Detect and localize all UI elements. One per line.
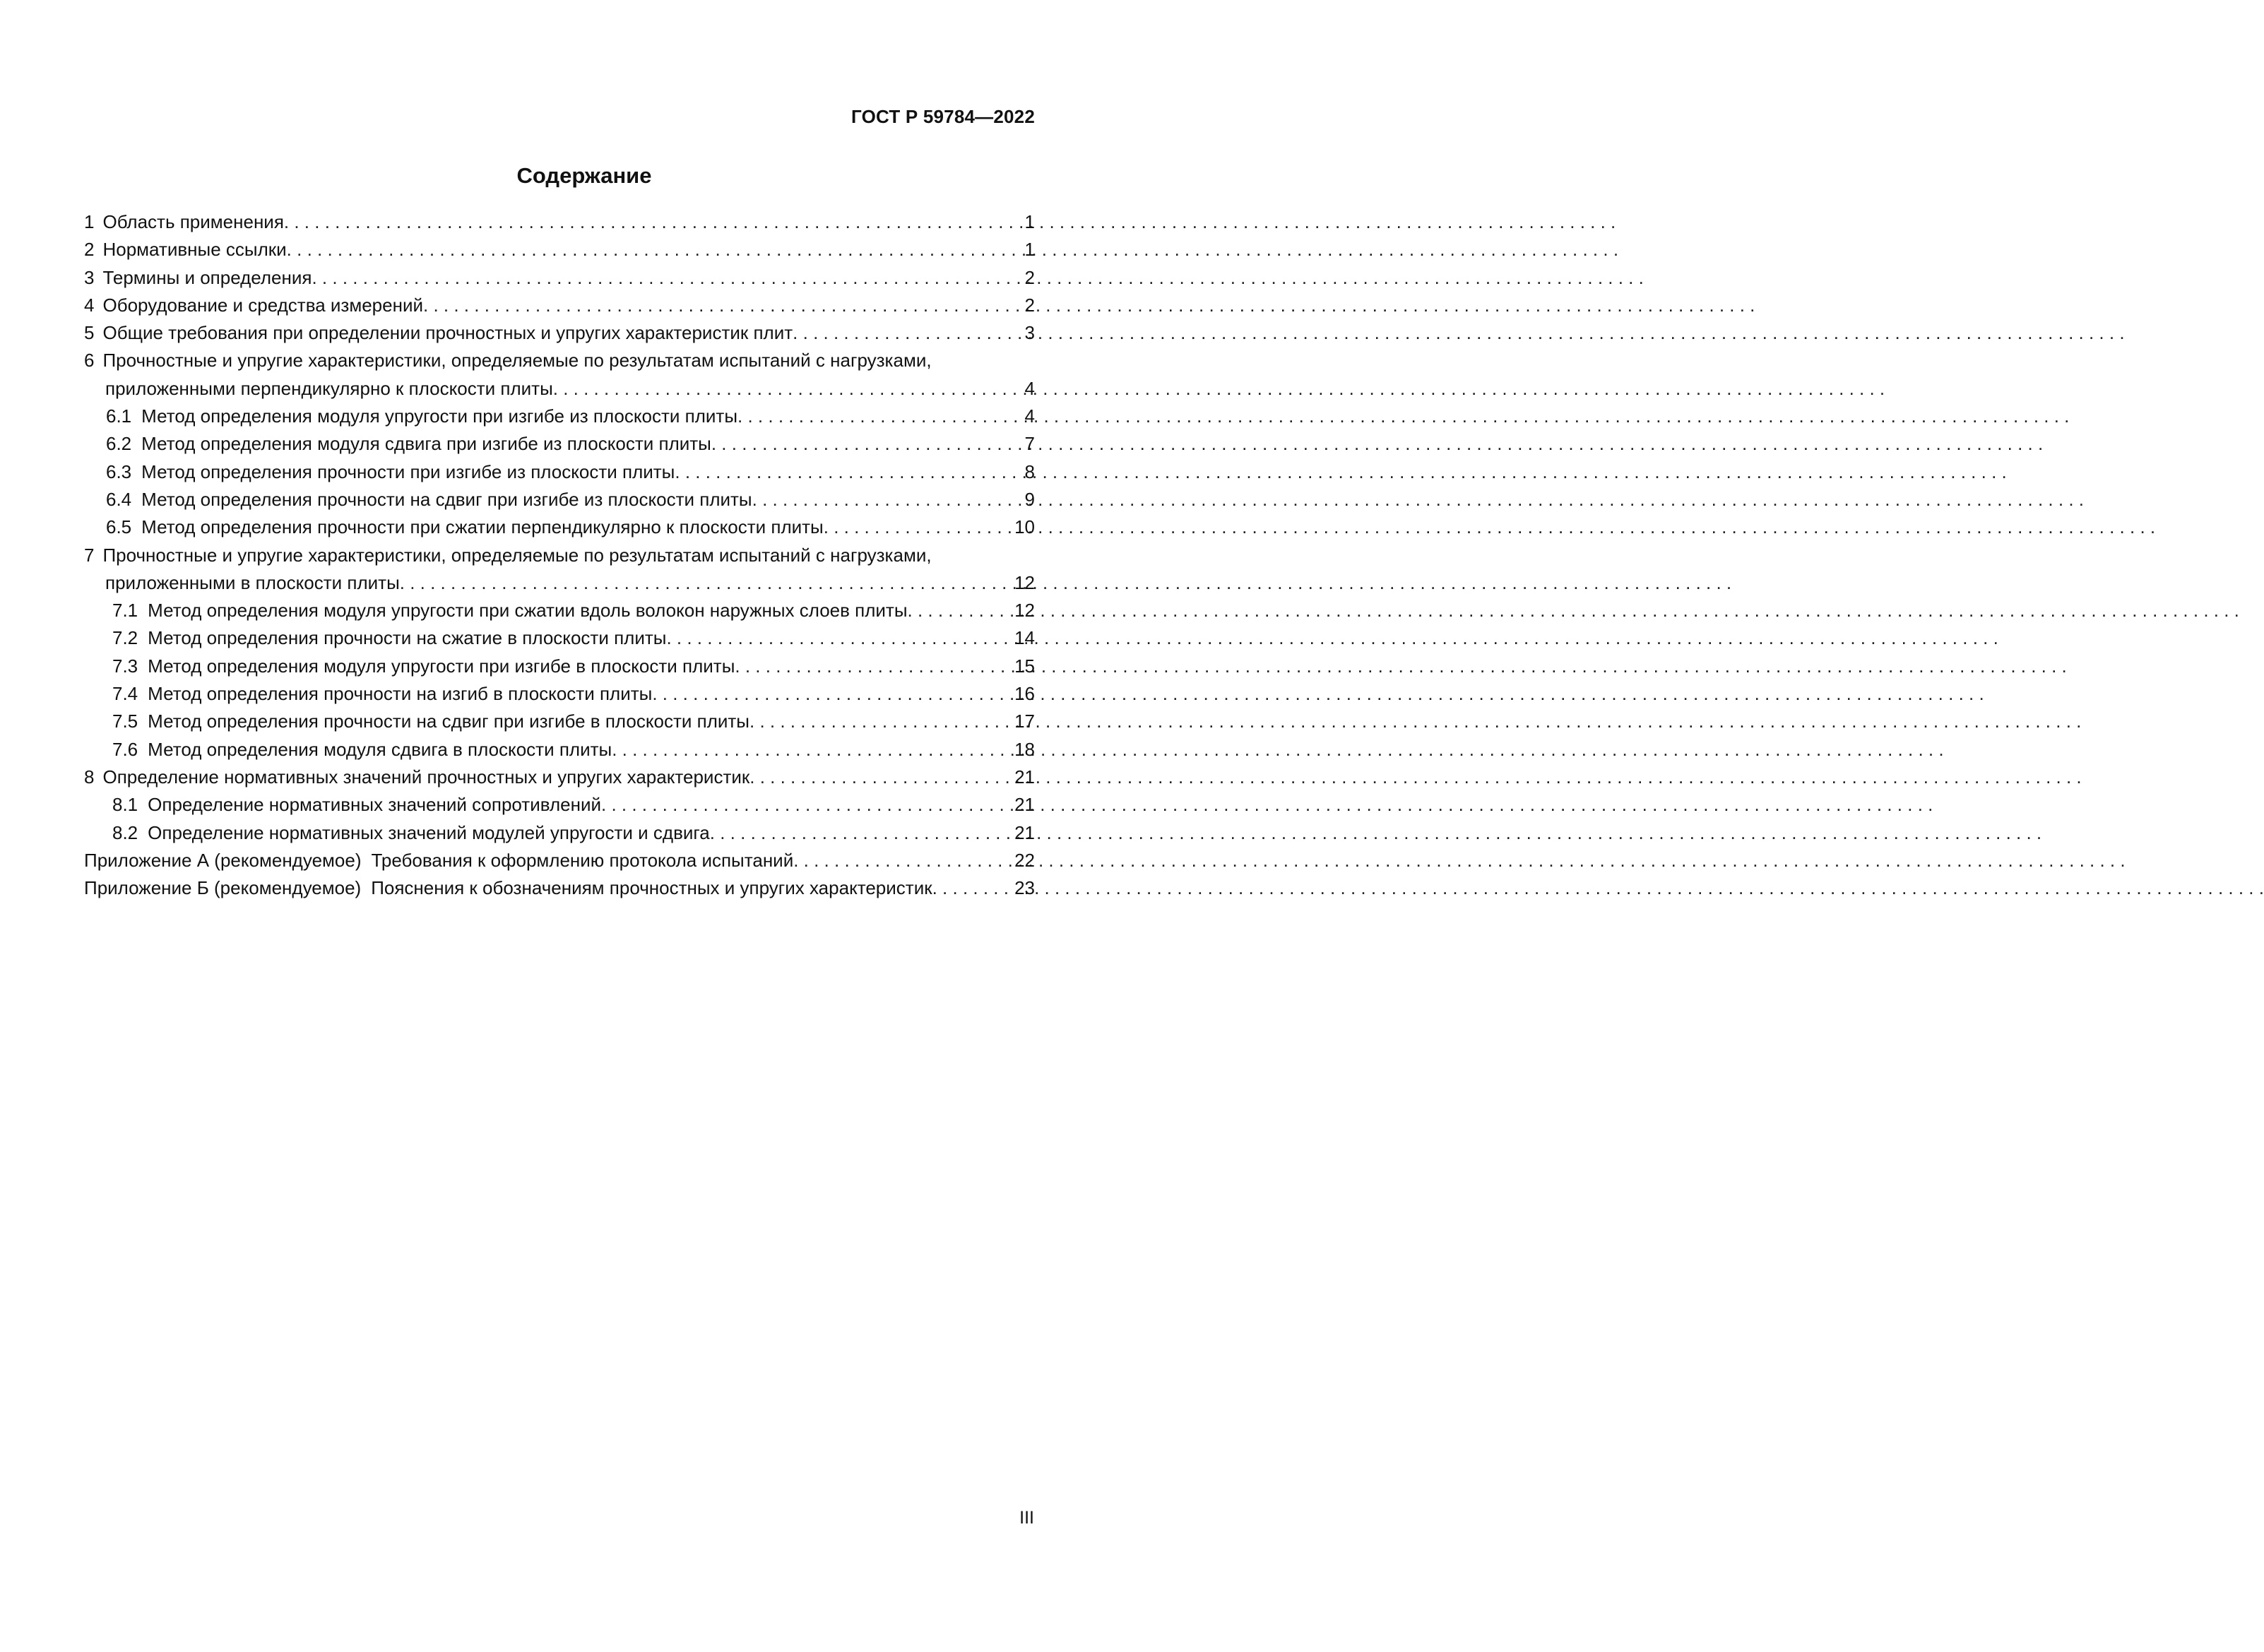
toc-entry-page: 9 xyxy=(1024,488,1035,510)
toc-entry-title: Определение нормативных значений сопротивлений xyxy=(148,794,601,816)
toc-entry-7-2[interactable] xyxy=(84,624,1035,652)
toc-entry-page: 17 xyxy=(1014,711,1035,732)
toc-entry-title: Метод определения модуля упругости при изгибе в плоскости плиты xyxy=(148,655,735,677)
toc-entry-6-4[interactable] xyxy=(84,486,1035,513)
toc-entry-7-4[interactable] xyxy=(84,680,1035,708)
toc-entry-page: 1 xyxy=(1024,239,1035,261)
toc-leader-dots xyxy=(932,874,1014,902)
toc-entry-page: 12 xyxy=(1014,600,1035,622)
toc-entry-title: Требования к оформлению протокола испытаний xyxy=(371,849,794,871)
toc-entry-annex-b[interactable] xyxy=(84,874,1035,902)
toc-leader-dots xyxy=(652,680,1014,708)
toc-entry-title: Определение нормативных значений прочностных и упругих характеристик xyxy=(102,766,750,788)
toc-entry-6-5[interactable] xyxy=(84,513,1035,541)
toc-leader-dots xyxy=(287,236,1025,263)
toc-entry-number: 7.4 xyxy=(112,683,138,705)
toc-entry-number: 8 xyxy=(84,766,95,788)
toc-entry-title: Метод определения модуля упругости при сжатии вдоль волокон наружных слоев плиты xyxy=(148,600,908,622)
toc-entry-title: Метод определения модуля сдвига в плоскости плиты xyxy=(148,738,612,760)
toc-leader-dots xyxy=(284,208,1025,236)
toc-entry-annex-a[interactable] xyxy=(84,847,1035,874)
toc-entry-number: 2 xyxy=(84,239,95,261)
toc-entry-number: 6.5 xyxy=(106,516,132,538)
toc-entry-title-line1: Прочностные и упругие характеристики, определяемые по результатам испытаний с нагрузками, xyxy=(102,350,932,372)
toc-entry-title: Термины и определения xyxy=(102,266,312,288)
toc-leader-dots xyxy=(423,292,1025,319)
toc-leader-dots xyxy=(737,403,1025,430)
toc-entry-8-1[interactable] xyxy=(84,791,1035,819)
toc-entry-number: 7.3 xyxy=(112,655,138,677)
toc-entry-2[interactable] xyxy=(84,236,1035,263)
toc-leader-dots xyxy=(749,763,1014,791)
toc-leader-dots xyxy=(908,597,1015,624)
toc-entry-title: Метод определения прочности при сжатии перпендикулярно к плоскости плиты xyxy=(141,516,824,538)
toc-entry-title: Метод определения прочности на сжатие в плоскости плиты xyxy=(148,627,667,649)
toc-entry-title: Метод определения прочности на сдвиг при изгибе в плоскости плиты xyxy=(148,711,749,732)
toc-annex-label: Приложение Б (рекомендуемое) xyxy=(84,877,362,899)
toc-leader-dots xyxy=(749,708,1014,735)
toc-entry-number: 8.2 xyxy=(112,821,138,843)
toc-leader-dots xyxy=(553,375,1025,403)
toc-entry-number: 7.2 xyxy=(112,627,138,649)
toc-entry-4[interactable] xyxy=(84,292,1035,319)
toc-entry-page: 22 xyxy=(1014,849,1035,871)
toc-entry-page: 23 xyxy=(1014,877,1035,899)
toc-entry-title: Пояснения к обозначениям прочностных и упругих характеристик xyxy=(371,877,932,899)
toc-entry-number: 6.2 xyxy=(106,433,132,455)
toc-entry-title: Определение нормативных значений модулей упругости и сдвига xyxy=(148,821,710,843)
toc-entry-page: 18 xyxy=(1014,738,1035,760)
toc-entry-page: 4 xyxy=(1024,377,1035,399)
toc-entry-page: 8 xyxy=(1024,460,1035,482)
toc-entry-1[interactable] xyxy=(84,208,1035,236)
toc-entry-7-3[interactable] xyxy=(84,653,1035,680)
toc-entry-page: 14 xyxy=(1014,627,1035,649)
toc-entry-7-5[interactable] xyxy=(84,708,1035,735)
toc-entry-page: 15 xyxy=(1014,655,1035,677)
toc-entry-page: 21 xyxy=(1014,821,1035,843)
toc-entry-number: 1 xyxy=(84,211,95,232)
toc-entry-number: 6.4 xyxy=(106,488,132,510)
toc-entry-8-2[interactable] xyxy=(84,819,1035,847)
toc-entry-title: Нормативные ссылки xyxy=(102,239,287,261)
toc-entry-number: 4 xyxy=(84,294,95,316)
toc-entry-title: Оборудование и средства измерений xyxy=(102,294,424,316)
toc-entry-title-line1: Прочностные и упругие характеристики, определяемые по результатам испытаний с нагрузками, xyxy=(102,544,932,566)
toc-entry-title: Область применения xyxy=(102,211,284,232)
toc-leader-dots xyxy=(793,847,1014,874)
toc-entry-title: Метод определения прочности на изгиб в плоскости плиты xyxy=(148,683,653,705)
toc-entry-7-6[interactable] xyxy=(84,736,1035,763)
toc-entry-number: 6.3 xyxy=(106,460,132,482)
toc-entry-6-1[interactable] xyxy=(84,403,1035,430)
toc-entry-number: 8.1 xyxy=(112,794,138,816)
toc-leader-dots xyxy=(312,264,1024,292)
toc-entry-6-2[interactable] xyxy=(84,430,1035,458)
toc-entry-number: 7.6 xyxy=(112,738,138,760)
document-code: ГОСТ Р 59784—2022 xyxy=(851,106,1035,127)
toc-entry-page: 4 xyxy=(1024,405,1035,427)
toc-entry-title-line2: приложенными в плоскости плиты xyxy=(105,571,400,593)
toc-entry-6[interactable] xyxy=(84,347,1035,403)
toc-entry-number: 5 xyxy=(84,322,95,344)
toc-entry-title-line2: приложенными перпендикулярно к плоскости плиты xyxy=(105,377,553,399)
toc-annex-label: Приложение А (рекомендуемое) xyxy=(84,849,362,871)
toc-leader-dots xyxy=(612,736,1014,763)
toc-entry-title: Общие требования при определении прочностных и упругих характеристик плит xyxy=(102,322,793,344)
toc-entry-page: 16 xyxy=(1014,683,1035,705)
toc-entry-page: 7 xyxy=(1024,433,1035,455)
toc-entry-title: Метод определения модуля упругости при изгибе из плоскости плиты xyxy=(141,405,738,427)
toc-leader-dots xyxy=(735,653,1014,680)
toc-entry-page: 21 xyxy=(1014,766,1035,788)
toc-entry-number: 7.1 xyxy=(112,600,138,622)
toc-entry-3[interactable] xyxy=(84,264,1035,292)
toc-leader-dots xyxy=(601,791,1014,819)
toc-leader-dots xyxy=(666,624,1014,652)
toc-leader-dots xyxy=(793,319,1024,347)
toc-leader-dots xyxy=(675,458,1024,486)
toc-entry-number: 3 xyxy=(84,266,95,288)
page-number: III xyxy=(1019,1508,1034,1528)
toc-entry-8[interactable] xyxy=(84,763,1035,791)
page-title: Содержание xyxy=(516,163,652,188)
toc-entry-number: 6 xyxy=(84,350,95,372)
toc-leader-dots xyxy=(752,486,1025,513)
toc-entry-title: Метод определения прочности на сдвиг при изгибе из плоскости плиты xyxy=(141,488,752,510)
toc-entry-number: 7.5 xyxy=(112,711,138,732)
toc-leader-dots xyxy=(711,430,1025,458)
toc-entry-6-3[interactable] xyxy=(84,458,1035,486)
toc-entry-7[interactable] xyxy=(84,542,1035,598)
toc-leader-dots xyxy=(710,819,1014,847)
toc-entry-7-1[interactable] xyxy=(84,597,1035,624)
toc-entry-number: 6.1 xyxy=(106,405,132,427)
toc-entry-page: 21 xyxy=(1014,794,1035,816)
toc-entry-page: 1 xyxy=(1024,211,1035,232)
toc-entry-page: 12 xyxy=(1014,571,1035,593)
toc-entry-number: 7 xyxy=(84,544,95,566)
toc-leader-dots xyxy=(824,513,1014,541)
toc-entry-page: 3 xyxy=(1024,322,1035,344)
toc-entry-title: Метод определения модуля сдвига при изгибе из плоскости плиты xyxy=(141,433,711,455)
table-of-contents xyxy=(84,208,1035,902)
toc-entry-page: 10 xyxy=(1014,516,1035,538)
toc-entry-5[interactable] xyxy=(84,319,1035,347)
toc-entry-page: 2 xyxy=(1024,294,1035,316)
toc-entry-page: 2 xyxy=(1024,266,1035,288)
toc-entry-title: Метод определения прочности при изгибе из плоскости плиты xyxy=(141,460,675,482)
toc-leader-dots xyxy=(400,569,1014,597)
